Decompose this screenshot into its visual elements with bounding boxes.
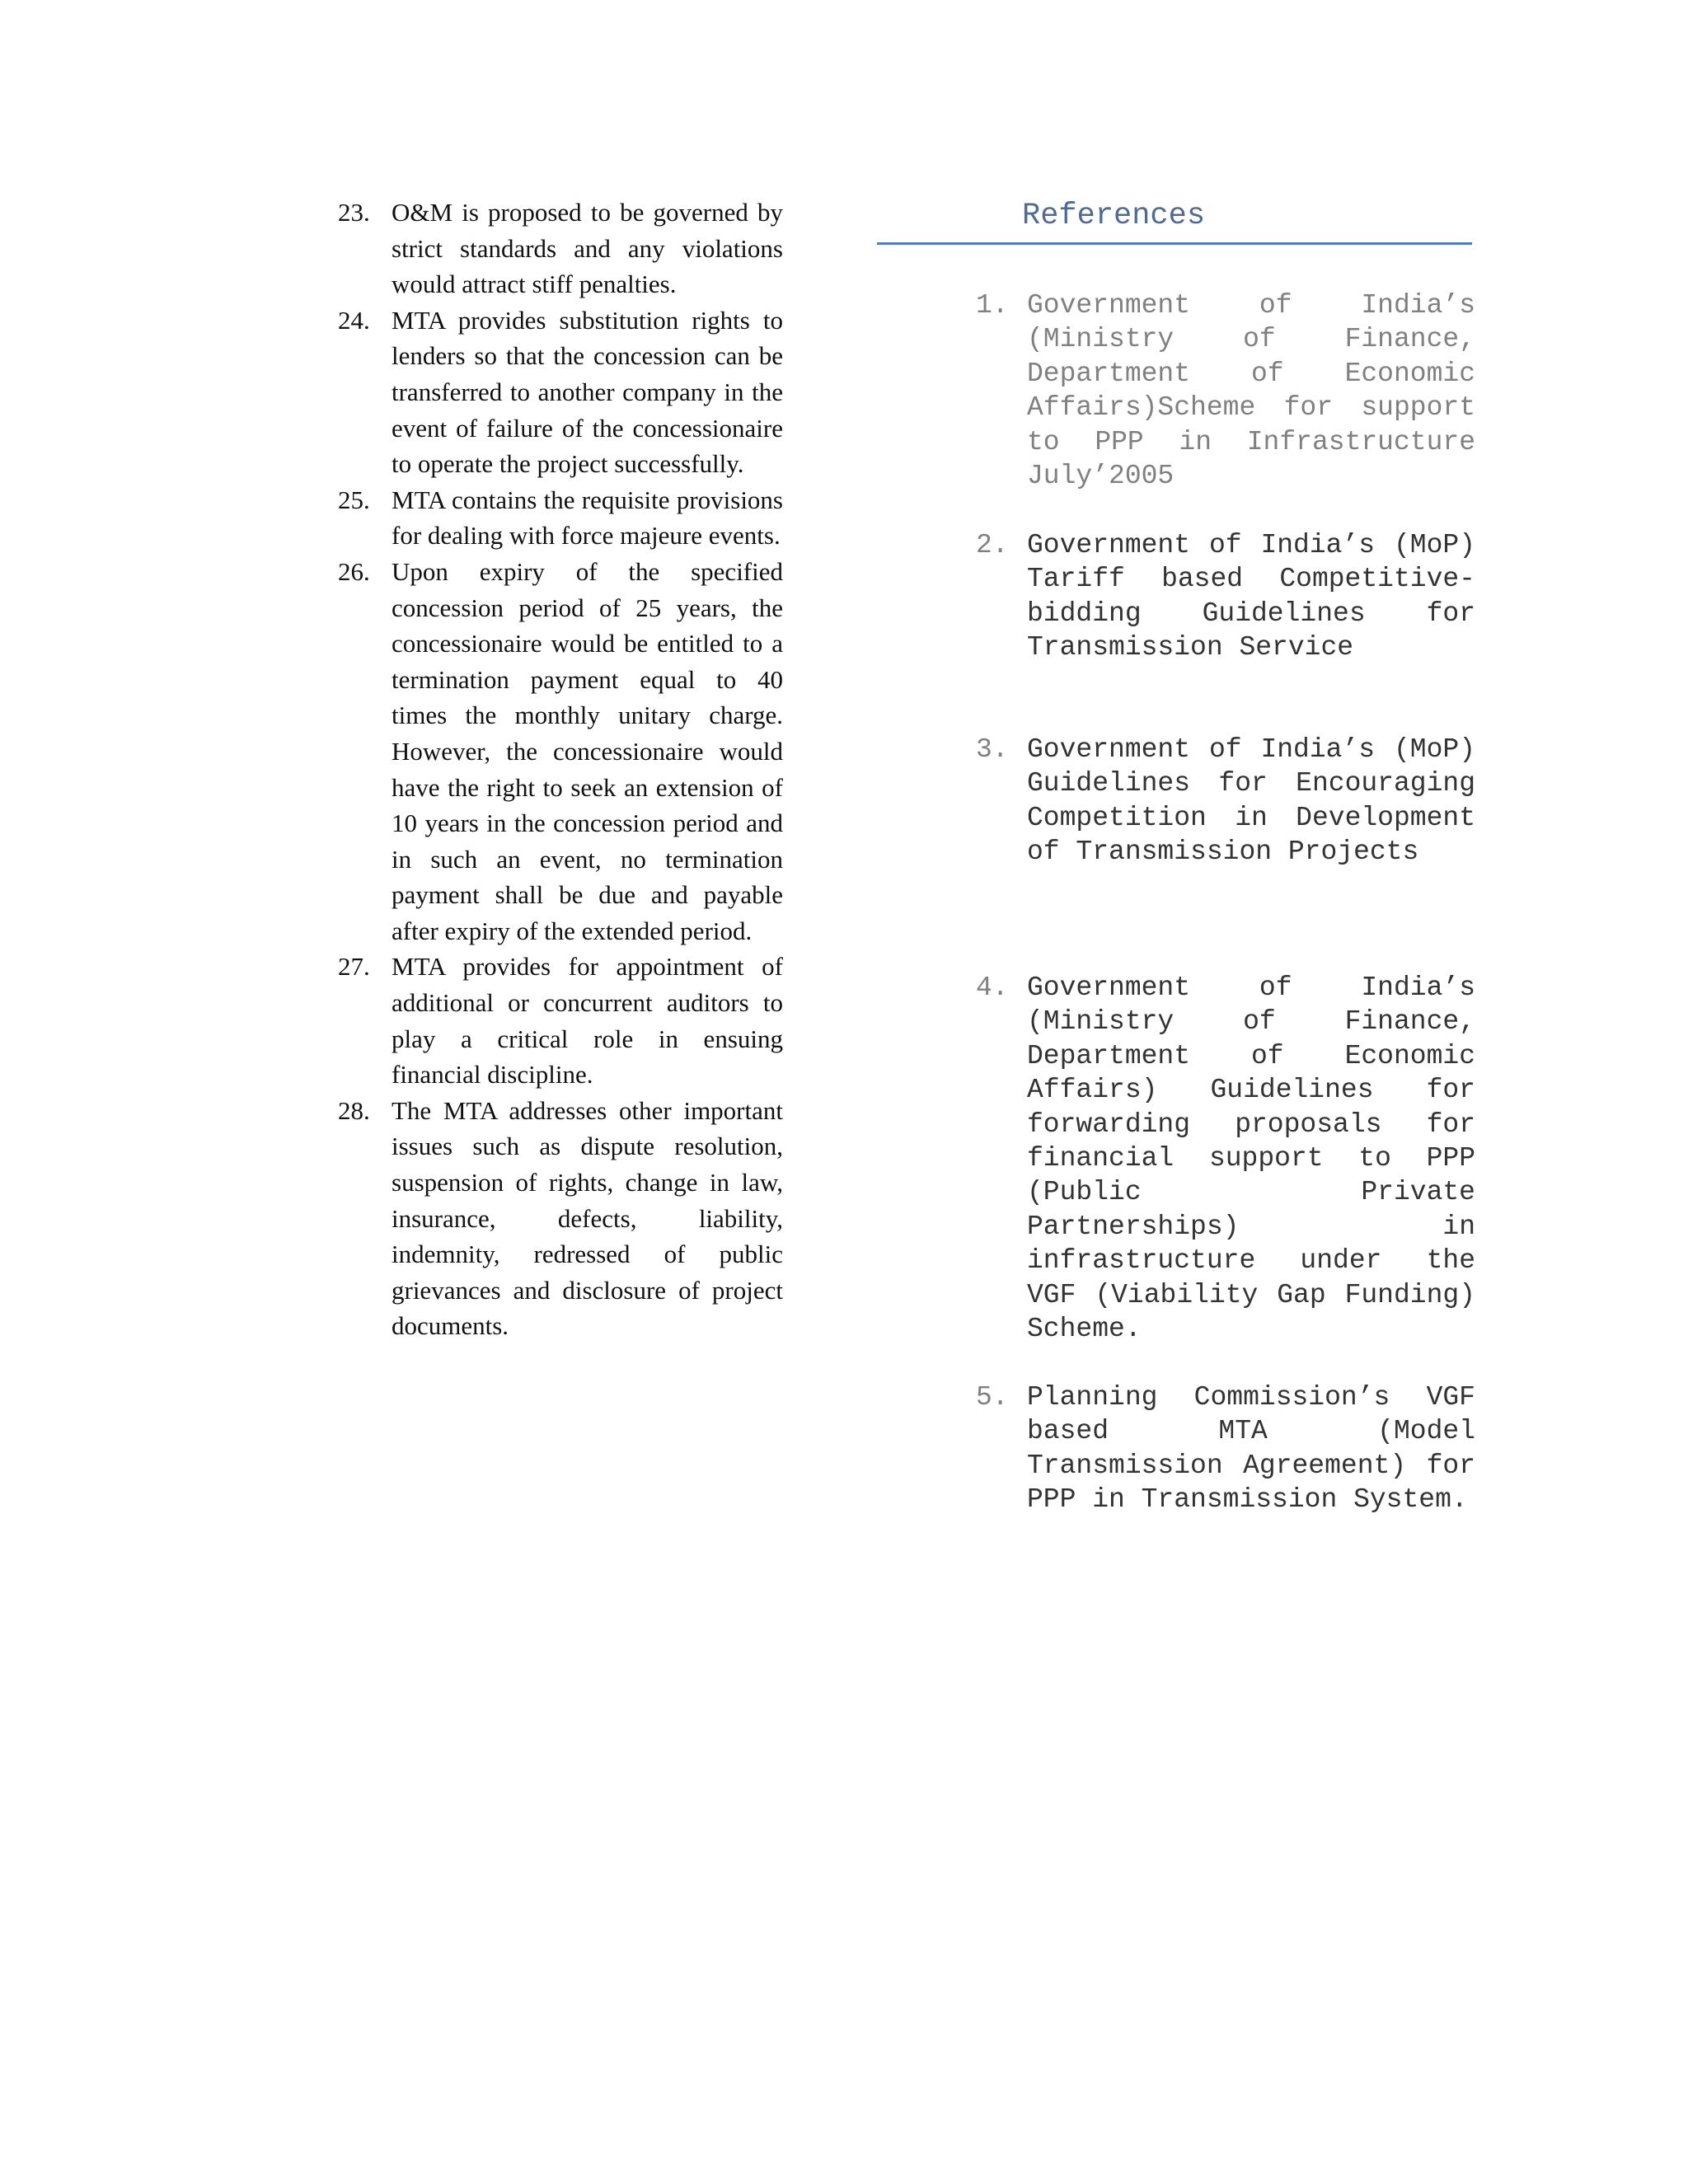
item-text: O&M is proposed to be governed by strict standards and any violations would attract stiff penalties. xyxy=(392,198,783,299)
reference-text: Government of India’s (MoP) Tariff based Competitive-bidding Guidelines for Transmission Service xyxy=(1027,530,1475,663)
references-heading: References xyxy=(1022,199,1206,233)
list-item xyxy=(338,1093,783,1344)
reference-number: 4. xyxy=(976,972,1009,1003)
reference-number: 5. xyxy=(976,1382,1009,1413)
reference-item xyxy=(976,733,1475,869)
reference-item xyxy=(976,1380,1475,1517)
list-item xyxy=(338,949,783,1092)
reference-text: Planning Commission’s VGF based MTA (Model Transmission Agreement) for PPP in Transmission System. xyxy=(1027,1382,1475,1516)
reference-number: 1. xyxy=(976,290,1009,321)
reference-item xyxy=(976,288,1475,493)
item-number: 26. xyxy=(338,556,370,586)
list-item xyxy=(338,554,783,949)
item-text: MTA provides for appointment of additional or concurrent auditors to play a critical role in ensuing financial discipline. xyxy=(392,952,783,1090)
list-item xyxy=(338,482,783,554)
reference-text: Government of India’s (MoP) Guidelines for Encouraging Competition in Development of Transmission Projects xyxy=(1027,734,1475,868)
numbered-points-list xyxy=(338,194,783,1344)
item-text: The MTA addresses other important issues such as dispute resolution, suspension of rights, change in law, insurance, defects, liability, indemnity, redressed of public grievances and disclosure of project documents. xyxy=(392,1095,783,1341)
item-number: 24. xyxy=(338,305,370,335)
item-text: Upon expiry of the specified concession period of 25 years, the concessionaire would be entitled to a termination payment equal to 40 times the monthly unitary charge. However, the concessionaire would have the right to seek an extension of 10 years in the concession period and in such an event, no termination payment shall be due and payable after expiry of the extended period. xyxy=(392,556,783,945)
references-section xyxy=(877,198,1472,245)
list-item xyxy=(338,194,783,302)
reference-number: 3. xyxy=(976,734,1009,765)
list-item xyxy=(338,302,783,482)
item-text: MTA contains the requisite provisions for dealing with force majeure events. xyxy=(392,485,783,551)
reference-item xyxy=(976,971,1475,1346)
reference-text: Government of India’s (Ministry of Finance, Department of Economic Affairs)Scheme for support to PPP in Infrastructure July’2005 xyxy=(1027,290,1475,492)
heading-divider xyxy=(877,242,1472,245)
item-number: 25. xyxy=(338,485,370,514)
item-text: MTA provides substitution rights to lenders so that the concession can be transferred to another company in the event of failure of the concessionaire to operate the project successfully. xyxy=(392,305,783,479)
item-number: 28. xyxy=(338,1095,370,1125)
item-number: 23. xyxy=(338,198,370,227)
reference-item xyxy=(976,528,1475,665)
reference-number: 2. xyxy=(976,530,1009,560)
item-number: 27. xyxy=(338,952,370,982)
reference-text: Government of India’s (Ministry of Finance, Department of Economic Affairs) Guidelines for forwarding proposals for financial support to PPP (Public Private Partnerships) in infrastructure under the VGF (Viability Gap Funding) Scheme. xyxy=(1027,972,1475,1345)
